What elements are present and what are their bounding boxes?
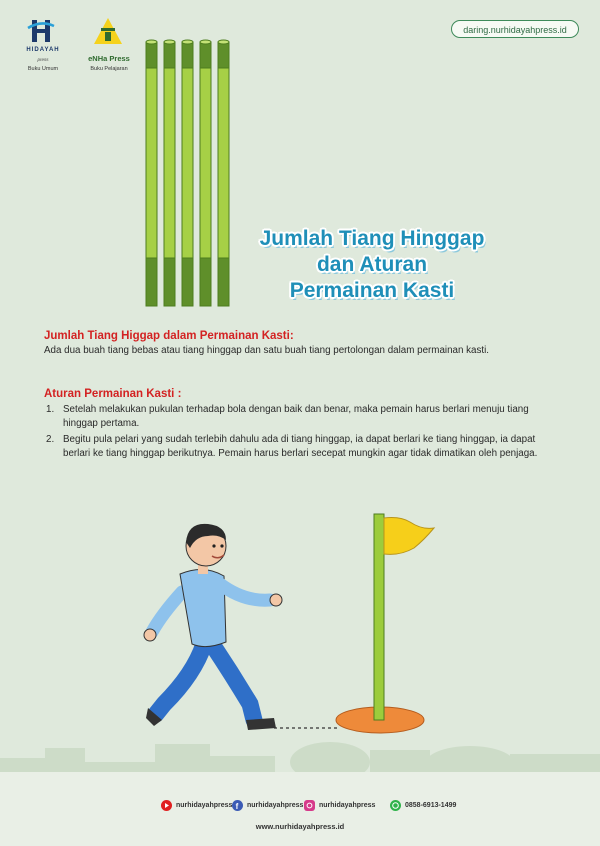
social-label: nurhidayahpress [176,801,233,809]
section-tiang-hinggap [44,330,564,358]
list-item-number: 2. [46,434,55,445]
list-item [44,403,554,431]
enha-brand: eNHa Press [88,54,130,63]
social-label: nurhidayahpress [319,801,376,809]
hidayah-logo-icon [26,16,56,46]
section1-heading: Jumlah Tiang Higgap dalam Permainan Kasti: [44,330,294,342]
list-item-number: 1. [46,404,55,415]
title-line-1: Jumlah Tiang Hinggap [259,227,485,250]
whatsapp-icon [390,800,401,811]
list-item-text: Begitu pula pelari yang sudah terlebih dahulu ada di tiang hinggap, ia dapat berlari ke tiang hinggap, ia dapat berlari ke tiang hinggap berikutnya. Pemain harus berlari secepat mungkin agar tidak dimatikan oleh penjaga. [63,434,538,459]
pole [182,40,193,306]
pole [146,40,157,306]
page-title [236,226,508,304]
social-instagram[interactable] [304,798,375,812]
running-boy-illustration [134,514,294,740]
title-line-3: Permainan Kasti [289,279,455,302]
enha-caption: Buku Pelajaran [90,66,128,72]
list-item [44,433,554,461]
facebook-icon [232,800,243,811]
section-aturan [44,388,554,463]
footer-website[interactable]: www.nurhidayahpress.id [255,822,345,831]
social-label: 0858-6913-1499 [405,801,457,809]
pole [200,40,211,306]
youtube-icon [161,800,172,811]
instagram-icon [304,800,315,811]
enha-logo-icon [92,16,124,48]
social-label: nurhidayahpress [247,801,304,809]
website-badge[interactable]: daring.nurhidayahpress.id [451,20,579,38]
list-item-text: Setelah melakukan pukulan terhadap bola dengan baik dan benar, maka pemain harus berlari menuju tiang hinggap pertama. [63,404,529,429]
hidayah-brand: HIDAYAH [26,47,60,53]
rules-list [44,403,554,461]
enha-logo [82,16,136,76]
section2-heading: Aturan Permainan Kasti : [44,388,182,400]
hidayah-sub: press [37,57,49,62]
section1-body: Ada dua buah tiang bebas atau tiang hinggap dan satu buah tiang pertolongan dalam permainan kasti. [44,345,490,356]
poles-illustration [140,38,235,310]
social-youtube[interactable] [161,798,232,812]
pole [164,40,175,306]
svg-text:f: f [235,801,239,811]
social-whatsapp[interactable] [390,798,456,812]
hidayah-caption: Buku Umum [27,66,59,72]
pole [218,40,229,306]
social-facebook[interactable] [232,798,303,812]
hidayah-logo [18,16,68,76]
flag-post-illustration [330,508,440,738]
title-line-2: dan Aturan [316,253,428,276]
